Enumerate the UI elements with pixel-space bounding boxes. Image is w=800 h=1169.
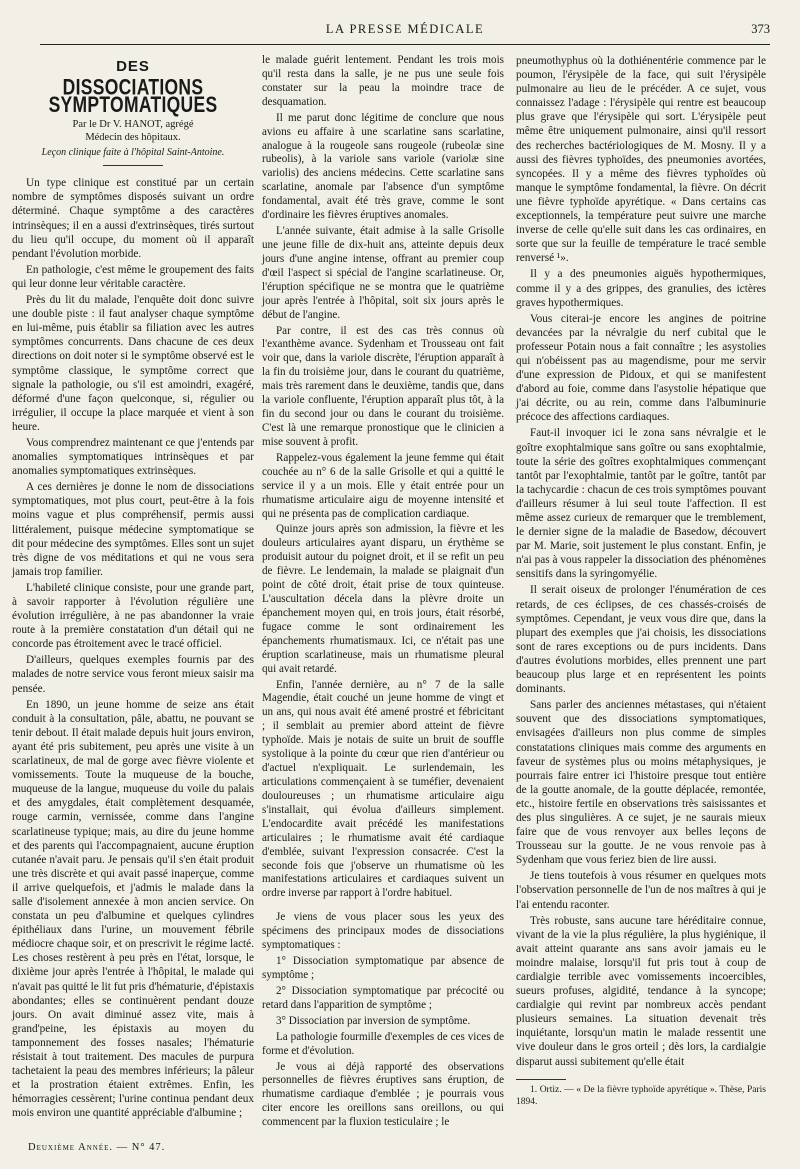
footnote-rule: [516, 1079, 566, 1080]
paragraph: Rappelez-vous également la jeune femme qui était couchée au n° 6 de la salle Grisolle et qui a quitté le service il y a un mois. Elle y était entrée pour un rhumatisme articulaire aigu de moyenne intensité et qui ne présenta pas de complication cardiaque.: [262, 451, 504, 520]
issue-footer: Deuxième Année. — N° 47.: [28, 1142, 166, 1153]
paragraph: Très robuste, sans aucune tare héréditaire connue, vivant de la vie la plus régulière, la plus hygiénique, il avait atteint quarante ans sans avoir jamais eu le moindre malaise, lorsqu'il fut pris tout à coup de cardialgie terrible avec vomissements incoercibles, sueurs profuses, algidité, tendance à la syncope; cardialgie qui revint par nombreux accès pendant plusieurs semaines. La situation devenait très inquiétante, lorsqu'un matin le malade ressentit une vive douleur dans le gros orteil ; dès lors, la cardialgie disparut aussi subitement qu'elle était: [516, 914, 766, 1068]
paragraph: Par contre, il est des cas très connus où l'exanthème avance. Sydenham et Trousseau ont fait voir que, dans la variole discrète, l'éruption apparaît à la fin du troisième jour, dans le courant du quatrième, mais très rarement dans le deuxième, tandis que, dans la variole confluente, l'éruption apparaît plus tôt, à la fin du second jour ou dans le courant du troisième. C'est là une remarque pronostique que le clinicien a mise souvent à profit.: [262, 324, 504, 448]
paragraph: En pathologie, c'est même le groupement des faits qui leur donne leur véritable caractère.: [12, 263, 254, 290]
title-divider: [103, 165, 163, 166]
paragraph: Un type clinique est constitué par un certain nombre de symptômes disposés suivant un ordre déterminé. Chaque symptôme a des caractères intrinsèques; il en a aussi d'extrinsèques, tirés surtout du lieu qu'il occupe, du moment où il apparaît pendant l'évolution morbide.: [12, 177, 254, 260]
paragraph: A ces dernières je donne le nom de dissociations symptomatiques, mot plus court, peut-être à la fois moins vague et plus compréhensif, permis aussi littéralement, puisque médecine symptomatique se dit pour médecine des symptômes. Elles sont un sujet très digne de vos méditations et qui ne vous sera jamais trop familier.: [12, 481, 254, 578]
article-title-line-1: DES: [116, 58, 150, 75]
paragraph: le malade guérit lentement. Pendant les trois mois qu'il resta dans la salle, je ne pus une seule fois constater sur la peau la moindre trace de desquamation.: [262, 54, 504, 108]
paragraph: Je viens de vous placer sous les yeux des spécimens des principaux modes de dissociations symptomatiques :: [262, 911, 504, 952]
paragraph: L'année suivante, était admise à la salle Grisolle une jeune fille de dix-huit ans, atteinte depuis deux jours d'une angine intense, offrant au premier coup d'œil l'aspect si spécial de l'angine scarlatineuse. Or, l'éruption spécifique ne se montra que le quatrième jour après l'entrée à l'hôpital, soit six jours après le début de l'angine.: [262, 225, 504, 321]
paragraph: Enfin, l'année dernière, au n° 7 de la salle Magendie, était couché un jeune homme de vingt et un ans, qui nous avait été amené prostré et fébricitant ; il semblait au premier abord atteint de fièvre typhoïde. Mais je notais de suite un bruit de souffle systolique à la pointe du cœur que rien d'antérieur ou d'actuel n'expliquait. Le surlendemain, les articulations commençaient à se tuméfier, devenaient douloureuses ; un rhumatisme articulaire aigu s'installait, qui évolua d'ailleurs simplement. L'endocardite avait précédé les manifestations articulaires ; le rhumatisme avait été cardiaque d'emblée, suivant l'expression consacrée. C'est la seconde fois que j'observe un rhumatisme où les manifestations articulaires et cardiaques suivent un ordre inverse par rapport à l'ordre habituel.: [262, 678, 504, 900]
paragraph: Il serait oiseux de prolonger l'énumération de ces retards, de ces éclipses, de ces chassés-croisés de symptômes. Cependant, je veux vous dire que, dans la plupart des exemples que j'ai choisis, les dissociations sont de rares exceptions ou de purs incidents. Dans d'autres évolutions morbides, elles prennent une part beaucoup plus large et en représentent les points dominants.: [516, 584, 766, 696]
list-item: 1° Dissociation symptomatique par absence de symptôme ;: [262, 955, 504, 981]
paragraph: Je vous ai déjà rapporté des observations personnelles de fièvres éruptives sans éruption, de rhumatisme cardiaque d'emblée ; je pourrais vous citer encore les oreillons sans oreillons, ou qui commencent par la fluxion testiculaire ; le: [262, 1060, 504, 1129]
paragraph: pneumothyphus où la dothiénentérie commence par le poumon, l'érysipèle de la face, qui suit l'érysipèle pulmonaire au lieu de le précéder. A ce sujet, vous connaissez l'adage : l'érysipèle qui rentre est beaucoup plus grave que l'érysipèle qui sort. L'érysipèle peut même être uniquement pulmonaire, ainsi qu'il ressort des recherches bactériologiques de M. Mosny. Il y a aussi des fièvres typhoïdes, des pneumonies avortées, syncopées. Il y a même des fièvres typhoïdes où manque le symptôme fondamental, la fièvre. On décrit une fièvre typhoïde apyrétique. « Dans certains cas exceptionnels, la température peut suivre une marche inverse de celle qu'elle suit dans les cas ordinaires, en sorte que sur la feuille de température le tracé semble renversé ¹».: [516, 55, 766, 265]
column-1: [12, 54, 254, 1122]
paragraph: D'ailleurs, quelques exemples fournis par des malades de notre service vous feront mieux saisir ma pensée.: [12, 654, 254, 695]
paragraph: Vous citerai-je encore les angines de poitrine devancées par la névralgie du nerf cubital que le professeur Potain nous a fait connaître ; les asystolies qui n'obéissent pas au magendisme, pour me servir d'une expression de Pidoux, et qui se manifestent d'abord au foie, comme dans l'asystolie hépatique que j'ai décrite, ou au rein, comme dans l'albuminurie précoce des affections cardiaques.: [516, 312, 766, 424]
paragraph: La pathologie fourmille d'exemples de ces vices de forme et d'évolution.: [262, 1030, 504, 1057]
paragraph: Il y a des pneumonies aiguës hypothermiques, comme il y a des grippes, des granulies, des ictères graves hypothermiques.: [516, 268, 766, 309]
page-header: [40, 22, 770, 42]
paragraph: Près du lit du malade, l'enquête doit donc suivre une double piste : il faut analyser chaque symptôme en lui-même, puis établir sa filiation avec les autres symptômes concurrents. Dans chacune de ces deux directions on doit noter si le symptôme observé est le symptôme classique, le symptôme correct que signale la pathologie, ou s'il est amoindri, exagéré, déformé d'une façon quelconque, si, régulier ou irrégulier, il occupe la place marquée et vient à son heure.: [12, 294, 254, 433]
list-item: 3° Dissociation par inversion de symptôme.: [276, 1014, 471, 1027]
paragraph: Il me parut donc légitime de conclure que nous avions eu affaire à une scarlatine sans scarlatine, analogue à la rougeole sans rougeole (rubeolæ sine rubeolis), à la variole sans variole (variolæ sine variolis) des anciens médecins. Cette scarlatine sans scarlatine, anomale par l'absence d'un symptôme fondamental, avait été très grave, comme le sont d'ordinaire les fièvres éruptives anomales.: [262, 111, 504, 222]
footnote: 1. Ortiz. — « De la fièvre typhoïde apyrétique ». Thèse, Paris 1894.: [516, 1084, 766, 1107]
header-rule: [40, 44, 770, 45]
page-number: 373: [751, 22, 770, 36]
paragraph: Faut-il invoquer ici le zona sans névralgie et le goître exophtalmique sans goître ou sans exophtalmie, toute la série des goîtres exophtalmiques commençant tantôt par l'exophtalmie, tantôt par le goître, tantôt par la tachycardie : chacun de ces trois symptômes pouvant d'ailleurs résumer à lui seul toute l'affection. Il est même assez curieux de remarquer que le tremblement, le dernier signe de la maladie de Basedow, découvert par M. Marie, soit justement le plus constant. Enfin, je n'ai pas à vous rappeler la dissociation des phénomènes sensitifs dans la syringomyélie.: [516, 427, 766, 581]
article-title-line-2: DISSOCIATIONS SYMPTOMATIQUES: [48, 74, 218, 118]
lecture-note: Leçon clinique faite à l'hôpital Saint-Antoine.: [41, 147, 225, 159]
journal-title: LA PRESSE MÉDICALE: [325, 22, 485, 36]
byline: Par le Dr V. HANOT, agrégé: [72, 119, 194, 131]
list-item: 2° Dissociation symptomatique par précocité ou retard dans l'apparition de symptôme ;: [262, 984, 504, 1011]
column-3: [516, 54, 766, 1110]
column-2: [262, 54, 504, 1132]
affiliation: Médecin des hôpitaux.: [85, 132, 181, 144]
paragraph: Je tiens toutefois à vous résumer en quelques mots l'observation personnelle de l'un de nos maîtres à qui je l'ai entendu raconter.: [516, 870, 766, 911]
paragraph: Quinze jours après son admission, la fièvre et les douleurs articulaires ayant disparu, un érythème se produisit autour du poignet droit, et il se refit un peu de fièvre. Le lendemain, la malade se plaignait d'un point de côté droit, était prise de toux quinteuse. L'auscultation décela dans la plèvre droite un épanchement moyen qui, en trois jours, était résorbé, fugace comme le sont ordinairement les épanchements rhumatismaux. Ici, ce n'était pas une éruption scarlatineuse, mais un rhumatisme pleural qui avait retardé.: [262, 523, 504, 675]
paragraph: Vous comprendrez maintenant ce que j'entends par anomalies symptomatiques intrinsèques et par anomalies symptomatiques extrinsèques.: [12, 436, 254, 478]
paragraph: L'habileté clinique consiste, pour une grande part, à savoir rapporter à l'évolution régulière une évolution irrégulière, à ne pas abandonner la vraie route à la première constatation d'un détail qui ne concorde pas étroitement avec le tracé officiel.: [12, 581, 254, 651]
paragraph: Sans parler des anciennes métastases, qui n'étaient souvent que des dissociations symptomatiques, envisagées d'ailleurs non plus comme de simples constatations cliniques mais comme des arguments en faveur de systèmes plus ou moins métaphysiques, je pourrais faire entrer ici l'histoire presque tout entière de la goutte anomale, de la goutte déplacée, remontée, etc., histoire fertile en observations très saisissantes et des plus singulières. A ce sujet, je ne saurais mieux faire que de vous renvoyer aux belles leçons de Trousseau sur la goutte. Je ne vous renvoie pas à Sydenham que vous feriez bien de lire aussi.: [516, 699, 766, 867]
paragraph: En 1890, un jeune homme de seize ans était conduit à la consultation, pâle, abattu, ne pouvant se tenir debout. Il était malade depuis huit jours environ, ayant été pris subitement, peu après une visite à un scarlatineux, de mal de gorge avec fièvre violente et vomissements. Toute la muqueuse de la bouche, muqueuse de la langue, muqueuse du voile du palais et des amygdales, était complètement desquamée, rouge carmin, vernissée, comme dans l'angine scarlatineuse typique; mais, au dire du jeune homme et des parents qui l'accompagnaient, aucune éruption cutanée n'avait paru. Je pensais qu'il s'en était produit une très discrète et qui avait passé inaperçue, comme il arrive quelquefois, et j'admis le malade dans la salle d'isolement annexée à mon ancien service. On constata un peu d'albumine et quelques cylindres épithéliaux dans l'urine, un mouvement fébrile médiocre chaque soir, et on prescrivit le régime lacté. Les choses restèrent à peu près en l'état, lorsque, le dixième jour après l'entrée à l'hôpital, le malade qui n'avait pas quitté le lit fut pris d'hématurie, d'épistaxis abondantes; elles se continuèrent pendant douze jours. On avait diminué assez vite, mais à grand'peine, les épistaxis au moyen du tamponnement des fosses nasales; l'hématurie résistait à tout traitement. Des macules de purpura tachetaient la peau des membres inférieurs; la pâleur et la prostration étaient extrêmes. Enfin, les hémorragies cessèrent; l'urine continua pendant deux mois environ une quantité appréciable d'albumine ;: [12, 698, 254, 1120]
